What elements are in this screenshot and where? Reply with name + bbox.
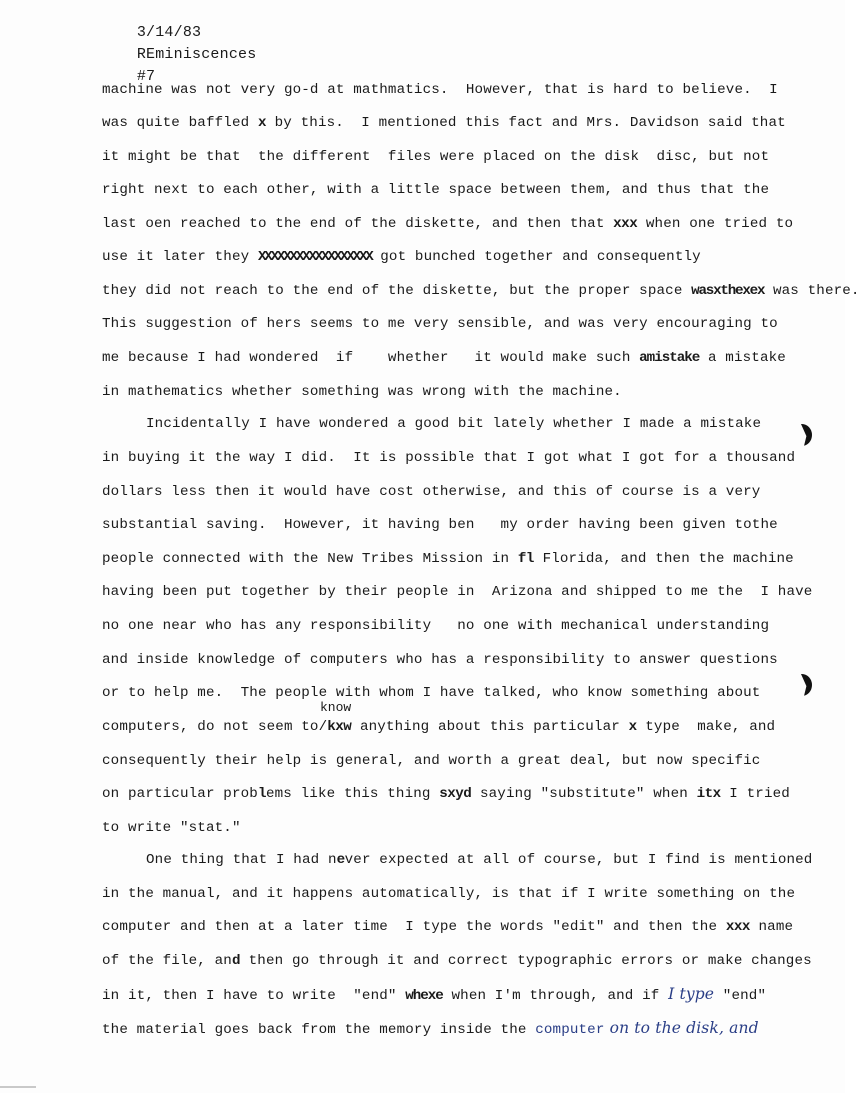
strikeout: fl (517, 551, 534, 567)
text-line (102, 346, 786, 370)
text-line (102, 547, 794, 571)
text-line (102, 782, 790, 806)
text-span: was there. (764, 283, 860, 299)
text-span: me because I had wondered if whether it would make such (102, 350, 640, 366)
handwritten-insertion: I type (668, 985, 715, 1003)
text-span: name (749, 919, 794, 935)
text-line: or to help me. The people with whom I have talked, who know something about (102, 685, 761, 701)
text-line: consequently their help is general, and worth a great deal, but now specific (102, 753, 761, 769)
text-span: in it, then I have to write "end" (102, 988, 406, 1004)
text-line: in mathematics whether something was wrong with the machine. (102, 384, 622, 400)
strikeout: kxw (327, 719, 352, 735)
text-span: by this. I mentioned this fact and Mrs. Davidson said that (265, 115, 786, 131)
text-line (102, 715, 775, 739)
text-span: anything about this particular (351, 719, 629, 735)
text-span: then go through it and correct typographic errors or make changes (239, 953, 812, 969)
text-span: use it later they (102, 249, 258, 265)
header-page-number: #7 (136, 68, 156, 85)
strikeout: x (257, 115, 266, 131)
text-span: computers, do not seem to/ (102, 719, 328, 735)
text-span: ems like this thing (265, 786, 440, 802)
text-span: ver expected at all of course, but I find is mentioned (344, 852, 813, 868)
strikeout: xxx (613, 216, 638, 232)
text-span: last oen reached to the end of the diskette, and then that (102, 216, 614, 232)
strikeout: whexe (405, 988, 443, 1004)
text-span: One thing that I had n (146, 852, 337, 868)
text-line (102, 949, 812, 973)
text-line (146, 848, 812, 872)
text-span: "end" (714, 988, 767, 1004)
page-header (100, 0, 266, 85)
text-line: to write "stat." (102, 820, 241, 836)
strikeout: l (257, 786, 266, 802)
text-span: they did not reach to the end of the diskette, but the proper space (102, 283, 692, 299)
handwritten-insertion: on to the disk, and (604, 1019, 759, 1037)
header-date: 3/14/83 (136, 24, 202, 41)
text-line (102, 245, 701, 269)
strikeout: amistake (639, 350, 700, 366)
strikeout: e (336, 852, 345, 868)
strikeout: xxx (725, 919, 750, 935)
text-line: Incidentally I have wondered a good bit lately whether I made a mistake (146, 416, 762, 432)
text-span: of the file, an (102, 953, 232, 969)
text-span: the material goes back from the memory inside the (102, 1022, 536, 1038)
strikeout: d (231, 953, 240, 969)
text-span: when one tried to (637, 216, 794, 232)
interlinear-insertion: know (320, 700, 352, 715)
text-span: computer (535, 1022, 605, 1038)
text-line: and inside knowledge of computers who has a responsibility to answer questions (102, 652, 778, 668)
text-span: Florida, and then the machine (533, 551, 794, 567)
text-line: it might be that the different files were placed on the disk disc, but not (102, 149, 770, 165)
strikeout: sxyd (439, 786, 472, 802)
strikeout: wasxthexex (691, 283, 765, 299)
text-span: on particular prob (102, 786, 258, 802)
text-line: This suggestion of hers seems to me very sensible, and was very encouraging to (102, 316, 778, 332)
text-line: no one near who has any responsibility no one with mechanical understanding (102, 618, 770, 634)
text-line: having been put together by their people in Arizona and shipped to me the I have (102, 584, 813, 600)
punch-hole-icon (792, 424, 812, 446)
strikeout: itx (696, 786, 721, 802)
text-span: people connected with the New Tribes Mission in (102, 551, 518, 567)
scan-smudge (0, 1086, 36, 1088)
text-line: machine was not very go-d at mathmatics. However, that is hard to believe. I (102, 82, 778, 98)
text-line: in the manual, and it happens automatically, is that if I write something on the (102, 886, 796, 902)
strikeout: x (628, 719, 637, 735)
text-line: substantial saving. However, it having ben my order having been given tothe (102, 517, 778, 533)
text-line (102, 982, 766, 1006)
text-line (102, 279, 860, 303)
text-line (102, 111, 786, 135)
punch-hole-icon (792, 674, 812, 696)
header-title: REminiscences (136, 46, 257, 63)
text-span: got bunched together and consequently (371, 249, 701, 265)
text-span: type make, and (636, 719, 776, 735)
text-span: computer and then at a later time I type the words "edit" and then the (102, 919, 726, 935)
text-line (102, 212, 793, 236)
strikeout: XXXXXXXXXXXXXXXXXX (257, 249, 372, 265)
text-line: right next to each other, with a little space between them, and thus that the (102, 182, 770, 198)
text-span: was quite baffled (102, 115, 258, 131)
text-line (102, 1016, 759, 1040)
text-span: a mistake (699, 350, 786, 366)
text-line (102, 915, 793, 939)
text-span: I tried (720, 786, 790, 802)
text-line: dollars less then it would have cost otherwise, and this of course is a very (102, 484, 761, 500)
text-line: in buying it the way I did. It is possible that I got what I got for a thousand (102, 450, 796, 466)
text-span: when I'm through, and if (442, 988, 669, 1004)
text-span: saying "substitute" when (471, 786, 697, 802)
